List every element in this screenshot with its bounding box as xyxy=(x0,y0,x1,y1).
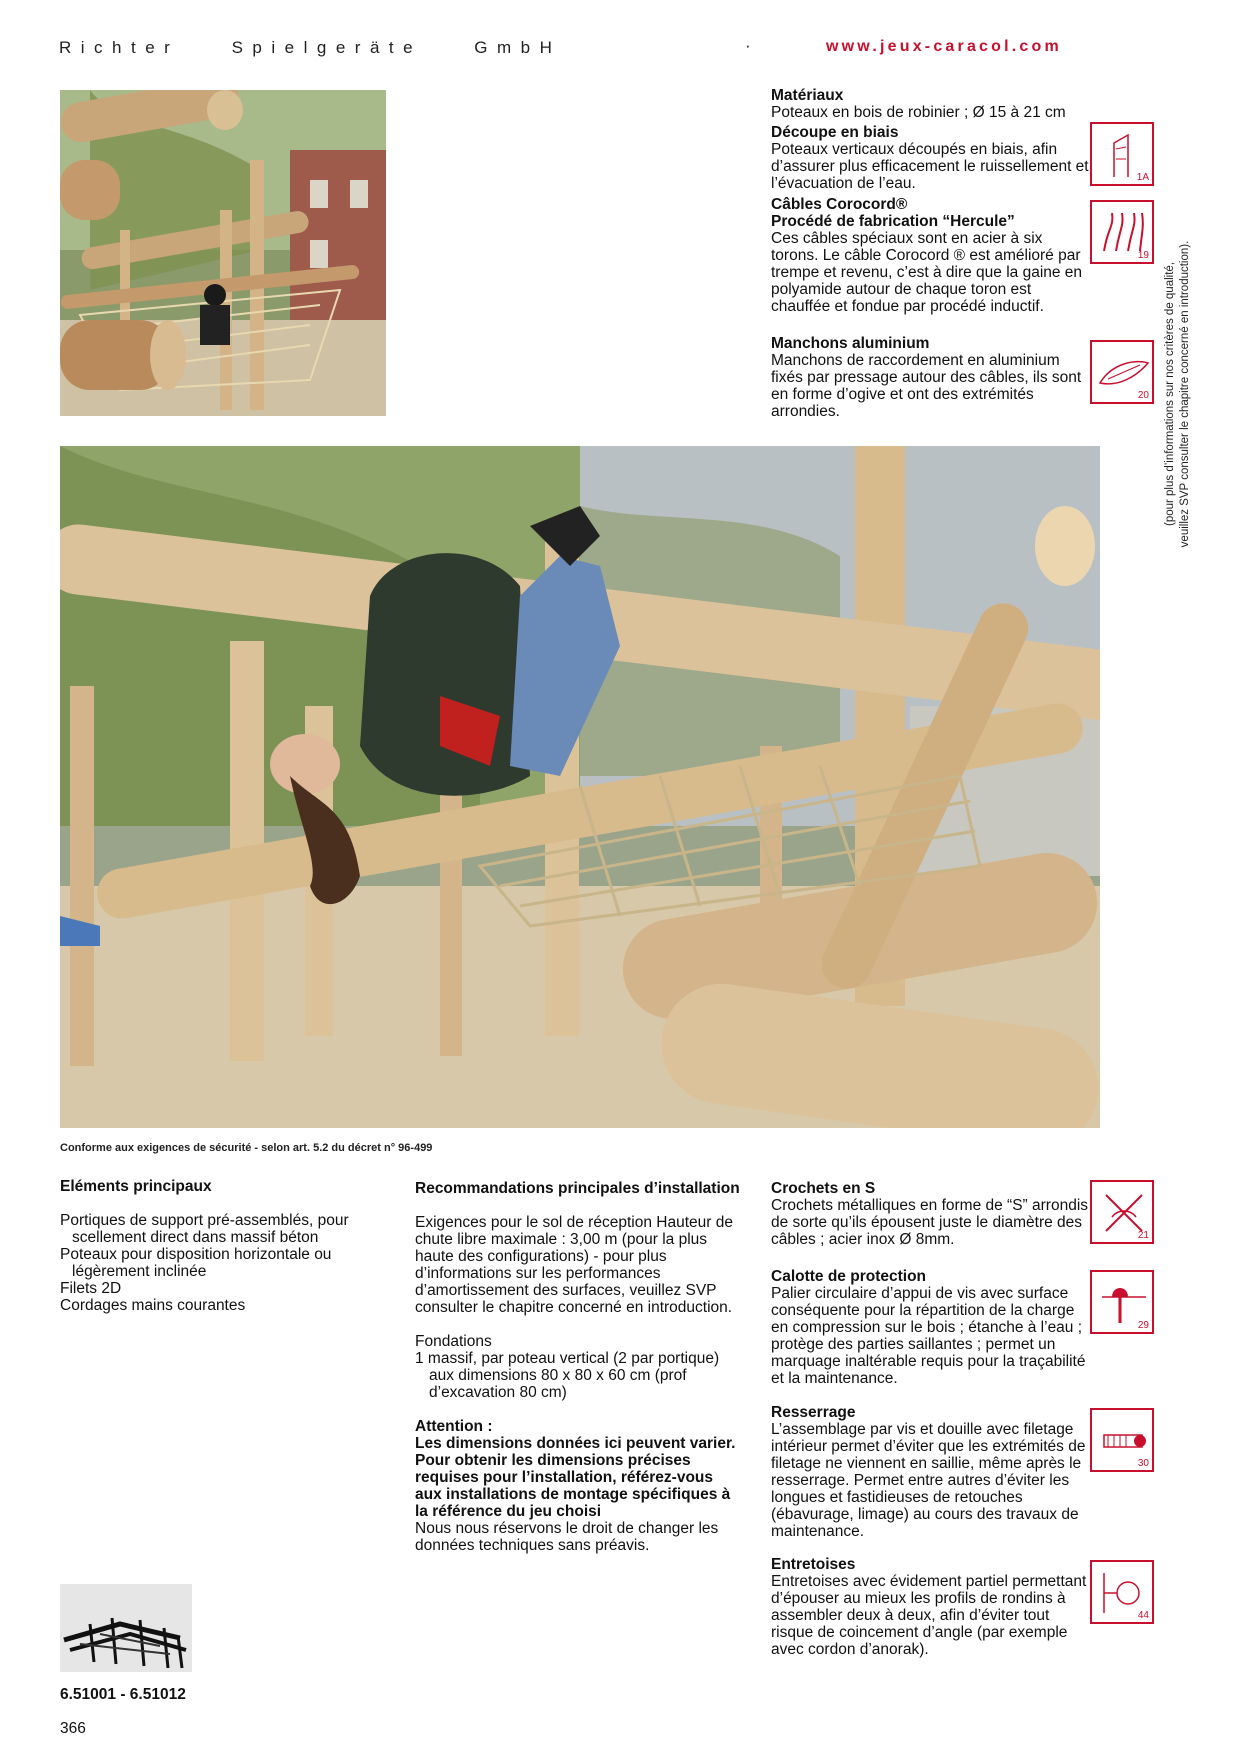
feature-subtitle-hercule: Procédé de fabrication “Hercule” xyxy=(771,213,1015,230)
website-link[interactable]: www.jeux-caracol.com xyxy=(826,38,1062,55)
list-item: Portiques de support pré-assemblés, pour scellement direct dans massif béton xyxy=(60,1212,349,1246)
feature-text-resserrage: L’assemblage par vis et douille avec filetage intérieur permet d’éviter que les extrémités de filetage ne viennent en saillie, même après le resserrage. Permet entre autres d’éviter les longues et fastidieuses de retouches (ébavurage, limage) au cours des travaux de maintenance. xyxy=(771,1421,1086,1540)
feature-title-cables: Câbles Corocord® xyxy=(771,196,908,213)
feature-text-decoupe: Poteaux verticaux découpés en biais, afin d’assurer plus efficacement le ruissellement et l’évacuation de l’eau. xyxy=(771,141,1089,192)
icon-number-29: 29 xyxy=(1137,1320,1149,1331)
side-note-line2: veuillez SVP consulter le chapitre concerné en introduction). xyxy=(1179,240,1191,548)
feature-text-cables: Ces câbles spéciaux sont en acier à six torons. Le câble Corocord ® est amélioré par trempe et revenu, c’est à dire que la gaine en polyamide autour de chaque toron est chauffée et fondue par procédé inductif. xyxy=(771,230,1083,315)
attention-text: Les dimensions données ici peuvent varier. Pour obtenir les dimensions précises requises pour l’installation, référez-vous aux installations de montage spécifiques à la référence du jeu choisi xyxy=(415,1435,736,1520)
quality-criteria-note xyxy=(1163,214,1191,574)
protective-cap-icon xyxy=(1090,1270,1154,1334)
rope-strand-icon xyxy=(1090,200,1154,264)
installation-title: Recommandations principales d’installation xyxy=(415,1180,740,1197)
icon-number-44: 44 xyxy=(1137,1610,1149,1621)
icon-number-20: 20 xyxy=(1137,390,1149,401)
slant-post-icon xyxy=(1090,122,1154,186)
feature-text-materiaux: Poteaux en bois de robinier ; Ø 15 à 21 cm xyxy=(771,104,1066,121)
screw-tightening-icon xyxy=(1090,1408,1154,1472)
feature-title-materiaux: Matériaux xyxy=(771,87,844,104)
icon-number-19: 19 xyxy=(1137,250,1149,261)
product-reference: 6.51001 - 6.51012 xyxy=(60,1686,186,1703)
feature-title-decoupe: Découpe en biais xyxy=(771,124,899,141)
feature-title-calotte: Calotte de protection xyxy=(771,1268,927,1285)
main-elements-list xyxy=(60,1212,385,1314)
feature-title-entretoises: Entretoises xyxy=(771,1556,856,1573)
foundations-text: 1 massif, par poteau vertical (2 par portique) aux dimensions 80 x 80 x 60 cm (prof d’excavation 80 cm) xyxy=(415,1350,720,1401)
main-elements-title: Eléments principaux xyxy=(60,1178,212,1195)
feature-title-resserrage: Resserrage xyxy=(771,1404,856,1421)
list-item: Filets 2D xyxy=(60,1280,122,1297)
feature-text-crochets: Crochets métalliques en forme de “S” arrondis de sorte qu’ils épousent juste le diamètre des câbles ; acier inox Ø 8mm. xyxy=(771,1197,1089,1248)
list-item: Poteaux pour disposition horizontale ou légèrement inclinée xyxy=(60,1246,332,1280)
list-item: Cordages mains courantes xyxy=(60,1297,246,1314)
page-number: 366 xyxy=(60,1720,86,1737)
icon-number-1a: 1A xyxy=(1136,172,1149,183)
attention-title: Attention : xyxy=(415,1418,493,1435)
feature-title-crochets: Crochets en S xyxy=(771,1180,876,1197)
s-hook-icon xyxy=(1090,1180,1154,1244)
foundations-title: Fondations xyxy=(415,1333,492,1350)
feature-text-entretoises: Entretoises avec évidement partiel permettant d’épouser au mieux les profils de rondins à assembler deux à deux, afin d’éviter tout risque de coincement d’angle (par exemple avec cordon d’anorak). xyxy=(771,1573,1087,1658)
feature-title-manchons: Manchons aluminium xyxy=(771,335,930,352)
disclaimer-text: Nous nous réservons le droit de changer les données techniques sans préavis. xyxy=(415,1520,719,1554)
photo-girl-climbing xyxy=(60,446,1100,1128)
header-separator: · xyxy=(745,36,751,55)
side-note-line1: (pour plus d’informations sur nos critères de qualité, xyxy=(1164,262,1176,526)
aluminium-sleeve-icon xyxy=(1090,340,1154,404)
icon-number-21: 21 xyxy=(1137,1230,1149,1241)
climbing-structure-thumbnail-icon xyxy=(60,1584,192,1672)
safety-caption: Conforme aux exigences de sécurité - selon art. 5.2 du décret n° 96-499 xyxy=(60,1142,433,1154)
feature-text-manchons: Manchons de raccordement en aluminium fixés par pressage autour des câbles, ils sont en forme d’ogive et ont des extrémités arrondies. xyxy=(771,352,1082,420)
company-name: Richter Spielgeräte GmbH xyxy=(59,38,562,57)
feature-text-calotte: Palier circulaire d’appui de vis avec surface conséquente pour la répartition de la charge en compression sur le bois ; étanche à l’eau ; protège des parties saillantes ; permet un marquage inaltérable requis pour la traçabilité et la maintenance. xyxy=(771,1285,1086,1387)
icon-number-30: 30 xyxy=(1137,1458,1149,1469)
installation-ground-text: Exigences pour le sol de réception Hauteur de chute libre maximale : 3,00 m (pour la plus haute des configurations) - pour plus d’informations sur les performances d’amortissement des surfaces, veuillez SVP consulter le chapitre concerné en introduction. xyxy=(415,1214,733,1316)
spacer-icon xyxy=(1090,1560,1154,1624)
photo-child-on-structure xyxy=(60,90,386,416)
